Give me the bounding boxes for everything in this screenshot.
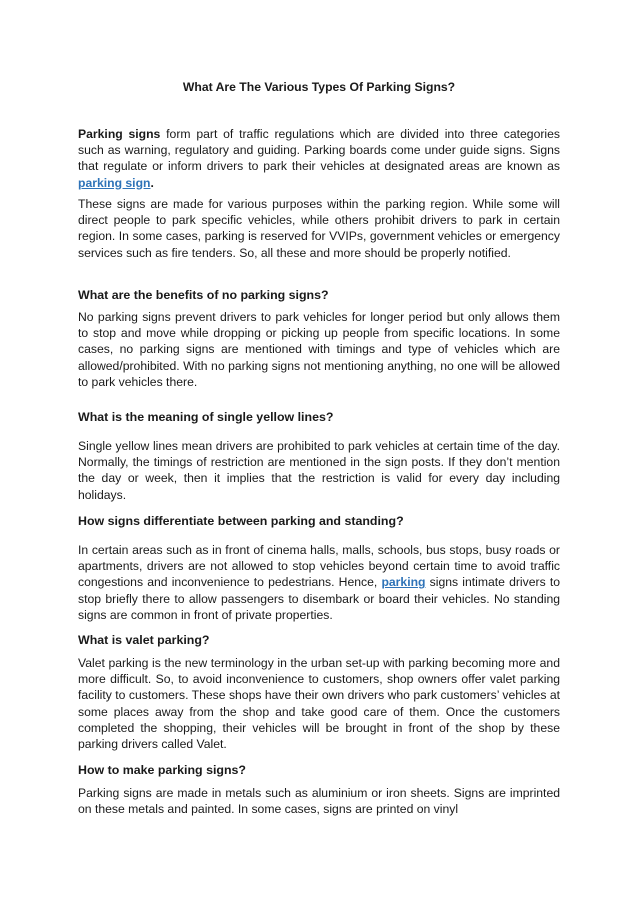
parking-link[interactable]: parking [381, 575, 426, 590]
section-body-valet-parking: Valet parking is the new terminology in the urban set-up with parking becoming more and more difficult. So, to avoid inconvenience to customers, shop owners offer valet parking facility to customers. These shops have their own drivers who park customers’ vehicles at some places away from the shop and take good care of them. Once the customers completed the shopping, their vehicles will be brought in front of the shop by these parking drivers called Valet. [78, 656, 560, 752]
document-title: What Are The Various Types Of Parking Signs? [182, 80, 456, 94]
section-body-no-parking-benefits: No parking signs prevent drivers to park vehicles for longer period but only allows them to stop and move while dropping or picking up people from specific locations. In some cases, no parking signs are mentioned with timings and type of vehicles which are allowed/prohibited. With no parking signs not mentioning anything, no one will be allowed to park vehicles there. [78, 310, 560, 389]
parking-standing-text: In certain areas such as in front of cinema halls, malls, schools, bus stops, busy roads or apartments, drivers are not allowed to stop vehicles beyond certain time to avoid traffic congestions and inconvenience to pedestrians. Hence, [78, 543, 560, 590]
section-heading-no-parking-benefits: What are the benefits of no parking signs? [78, 288, 329, 302]
section-body-parking-vs-standing [78, 542, 560, 623]
section-body-single-yellow-lines: Single yellow lines mean drivers are prohibited to park vehicles at certain time of the day. Normally, the timings of restriction are mentioned in the sign posts. If they don’t mention the day or week, then it implies that the restriction is valid for every day including holidays. [78, 439, 560, 502]
intro-paragraph [78, 126, 560, 191]
intro-text: form part of traffic regulations which are divided into three categories such as warning, regulatory and guiding. Parking boards come under guide signs. Signs that regulate or inform drivers to park their vehicles at designated areas are known as [78, 127, 560, 174]
section-body-make-parking-signs: Parking signs are made in metals such as aluminium or iron sheets. Signs are imprinted on these metals and painted. In some cases, signs are printed on vinyl [78, 786, 560, 817]
section-heading-valet-parking: What is valet parking? [78, 633, 210, 647]
intro-lead-bold: Parking signs [78, 127, 161, 141]
parking-standing-text-end: signs intimate drivers to stop briefly there to allow passengers to disembark or board their vehicles. No standing signs are common in front of private properties. [78, 575, 560, 622]
section-heading-single-yellow-lines: What is the meaning of single yellow lines? [78, 410, 334, 424]
section-heading-make-parking-signs: How to make parking signs? [78, 763, 246, 777]
intro-period: . [150, 175, 154, 190]
parking-sign-link[interactable]: parking sign [78, 175, 151, 190]
purposes-paragraph: These signs are made for various purposes within the parking region. While some will direct people to park specific vehicles, while others prohibit drivers to park in certain region. In some cases, parking is reserved for VVIPs, government vehicles or emergency services such as fire tenders. So, all these and more should be properly notified. [78, 197, 560, 260]
section-heading-parking-vs-standing: How signs differentiate between parking and standing? [78, 514, 404, 528]
